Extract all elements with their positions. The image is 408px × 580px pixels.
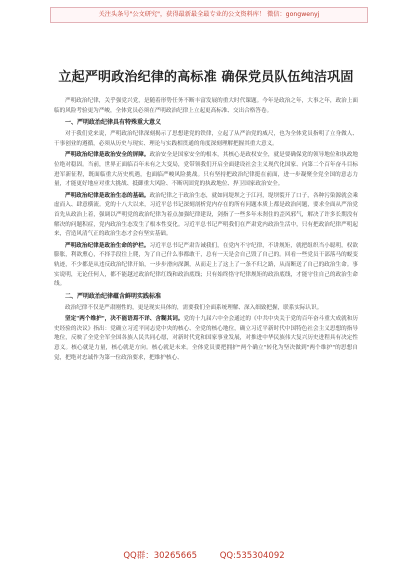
paragraph-text: 对于我们党来说，严明政治纪律深刻揭示了思想建党的铁律，立起了从严治党的威尺，也为全体党员指明了立身做人、干事创业的遵循，必须从历史与现实、理论与实践相贯通的角度深刻理解把握其重大意义。 [54,131,358,147]
paragraph [54,304,358,314]
paragraph-text: 政治纪律之于政治生态，就如同堤坝之于江河，堤坝裂开了口子，各种污染源就会乘虚而入、肆意横流。党的十八大以来，习近平总书记深刻剖析党内存在的所有问题本质上都是政治问题，要求全面从严治党首先从政治上着，强调以严明党的政治纪律为着点加强纪律建设，剑指了一些多年未刹住的歪风邪气，解决了许多长期没有解决的问题积症，党内政治生态发生了根本性变化。习近平总书记严明我们在严肃党内政治生活中，只有把政治纪律严明起来，营造风清气正的政治生态才会有坚实基础。 [54,192,358,238]
paragraph-text: 党的十九届六中全会通过的《中共中央关于党的百年奋斗重大成就和历史经验的决议》指出：党确立习近平同志党中央的核心、全党的核心地位，确立习近平新时代中国特色社会主义思想的指导地位，反映了全党全军全国各族人民共同心愿，对新时代党和国家事业发展，对推进中华民族伟大复兴历史进程具有决定性意义。核心就是力量，核心就是方向。核心就是未来。全体党员要把拥护"两个确立"转化为坚决做到"两个维护"的思想自觉，把绝对忠诚作为第一位政治要求，把维护核心、 [54,316,358,361]
paragraph [54,315,358,363]
qq-group-number: QQ群：30265665 [123,551,198,561]
document-title: 立起严明政治纪律的高标准 确保党员队伍纯洁巩固 [58,70,354,85]
paragraph-lead: 坚定"两个维护"，决不能语焉不详、含糊其词。 [65,316,184,323]
paragraph-lead: 严明政治纪律是政治生命的护栏。 [65,242,150,249]
paragraph [54,151,358,189]
section-heading: 一、严明政治纪律具有特殊重大意义 [65,119,162,127]
section-heading: 二、严明政治纪律蕴含鲜明实践标准 [65,292,162,300]
paragraph [54,192,358,240]
paragraph-lead: 严明政治纪律是政治生态的基础。 [65,192,150,199]
paragraph [54,130,358,149]
paragraph-text: 政治安全是国家安全的根本，其核心是政权安全，就是要确保党的领导地位和执政地位绝对稳固。当前，世界正面临百年未有之大变局，党带领我们开启全面建设社会主义现代化国家、向第二个百年奋斗目标进军新征程，既面临重大历史机遇，也面临严峻风险挑战。只有坚持把政治纪律挺在前面，进一步凝聚全党全国的意志力量，才能更好地应对重大挑战、抵御重大风险、不断巩固党的执政地位、捍卫国家政治安全。 [54,152,358,188]
contact-footer [0,549,408,561]
intro-paragraph: 严明政治纪律，关乎强党兴党，是随着形势任务不断丰富发展的重大时代课题。今年是政治之年，大事之年，政治上面临的风险考验更为严峻，全体党员必须在严明政治纪律上立起更高标准、交出合格答卷。 [54,98,358,114]
document-page [54,32,358,365]
promo-banner: 关注头条号"公文研究"，获得最新最全最专业的公文资料库！ 微信：gongwenyj [50,7,368,23]
paragraph-text: 政治纪律不仅是严肃刚性的，更是现实具体的，需要我们全面系统理解、深入细致把握，联系实际认识。 [65,304,323,311]
paragraph [54,242,358,290]
qq-number: QQ:535304092 [219,551,285,561]
paragraph-text: 习近平总书记严肃告诫我们，在党内不守纪律，不讲规矩，就把组织当小聪明，权欲膨胀，利欲熏心，不择手段往上爬，为了自己什么事都敢干，总有一天是会自己毁了自己的。回看一些党员干部落马的蜕变轨迹，不少都是从违反政治纪律开始，一步步滑向深渊，从而走上了这上了一条不归之路，从而断送了自己的政治生命。事实说明，无论任何人，都不能越过政治纪律红线和政治底线；只有始终恪守纪律规矩的政治底线，才能守住自己的政治生命线。 [54,242,358,288]
paragraph-lead: 严明政治纪律是政治安全的屏障。 [65,152,150,159]
